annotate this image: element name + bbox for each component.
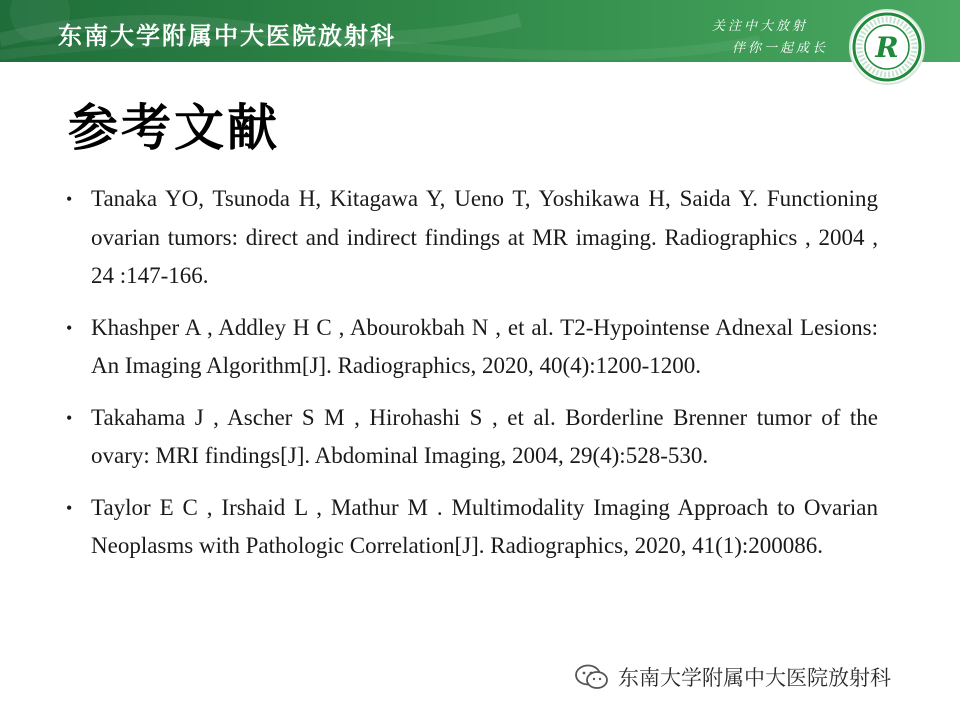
logo-letter: R bbox=[875, 31, 899, 64]
institution-name: 东南大学附属中大医院放射科 bbox=[58, 21, 396, 50]
wechat-icon bbox=[574, 663, 610, 691]
hospital-logo bbox=[847, 7, 927, 87]
bullet-icon: • bbox=[66, 497, 73, 518]
watermark-text: 东南大学附属中大医院放射科 bbox=[618, 666, 891, 690]
reference-item bbox=[60, 180, 878, 296]
header-banner bbox=[0, 0, 960, 62]
bullet-icon: • bbox=[66, 189, 73, 209]
bullet-icon: • bbox=[66, 317, 73, 338]
reference-text: Khashper A , Addley H C , Abourokbah N , et al. T2-Hypointense Adnexal Lesions: An Imaging Algorithm[J]. Radiographics, 2020, 40(4):1200-1200. bbox=[91, 314, 878, 378]
bullet-icon: • bbox=[66, 407, 73, 428]
reference-item bbox=[60, 399, 878, 476]
slogan-line-2: 伴你一起成长 bbox=[732, 41, 829, 56]
reference-item bbox=[60, 309, 878, 386]
slogan-line-1: 关注中大放射 bbox=[712, 19, 809, 34]
reference-item bbox=[60, 489, 878, 566]
reference-text: Takahama J , Ascher S M , Hirohashi S , et al. Borderline Brenner tumor of the ovary: MRI findings[J]. Abdominal Imaging, 2004, 29(4):528-530. bbox=[91, 404, 878, 468]
page-title: 参考文献 bbox=[68, 99, 280, 157]
reference-text: Tanaka YO, Tsunoda H, Kitagawa Y, Ueno T, Yoshikawa H, Saida Y. Functioning ovarian tumors: direct and indirect findings at MR imaging. Radiographics , 2004 , 24 :147-166. bbox=[91, 186, 878, 288]
reference-text: Taylor E C , Irshaid L , Mathur M . Multimodality Imaging Approach to Ovarian Neoplasms with Pathologic Correlation[J]. Radiographics, 2020, 41(1):200086. bbox=[91, 494, 878, 558]
reference-list bbox=[60, 180, 878, 579]
source-watermark bbox=[570, 662, 895, 692]
